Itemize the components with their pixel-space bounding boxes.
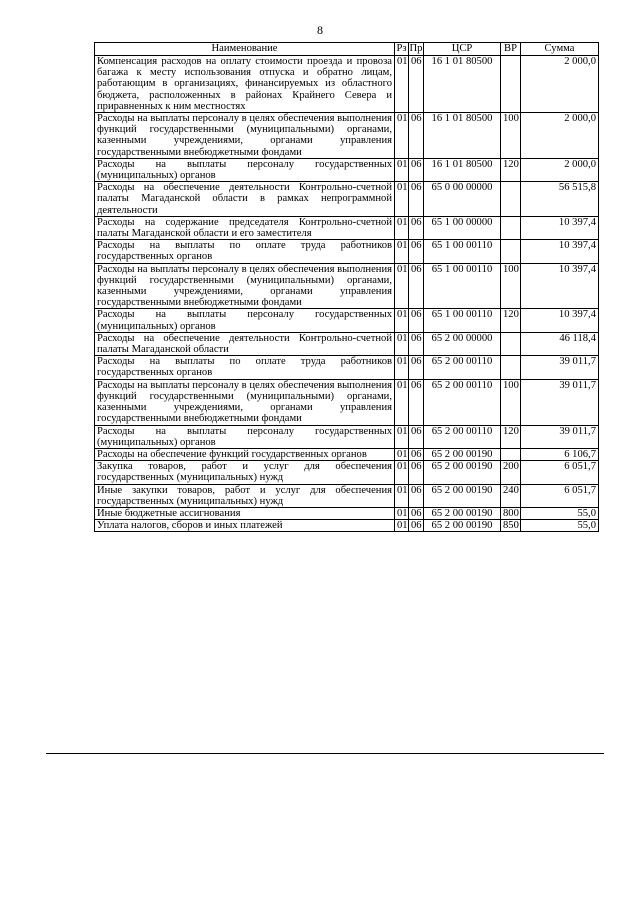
- cell-name: Расходы на выплаты персоналу в целях обеспечения выполнения функций государственными (муниципальными) органами, казенными учреждениями, органами управления государственными внебюджетными фондами: [95, 113, 395, 159]
- cell-pr: 06: [409, 263, 424, 309]
- cell-csr: 16 1 01 80500: [424, 56, 501, 113]
- header-csr: ЦСР: [424, 43, 501, 56]
- cell-vr: [501, 56, 521, 113]
- cell-pr: 06: [409, 461, 424, 484]
- cell-csr: 65 2 00 00110: [424, 356, 501, 379]
- cell-vr: 200: [501, 461, 521, 484]
- cell-csr: 65 1 00 00110: [424, 263, 501, 309]
- cell-name: Компенсация расходов на оплату стоимости проезда и провоза багажа к месту использования отпуска и обратно лицам, работающим в организациях, финансируемых из областного бюджета, расположенных в районах Крайнего Севера и приравненных к ним местностях: [95, 56, 395, 113]
- cell-rz: 01: [395, 356, 409, 379]
- cell-sum: 39 011,7: [521, 425, 599, 448]
- cell-name: Расходы на выплаты персоналу государственных (муниципальных) органов: [95, 158, 395, 181]
- header-vr: ВР: [501, 43, 521, 56]
- cell-pr: 06: [409, 182, 424, 217]
- cell-name: Расходы на обеспечение деятельности Контрольно-счетной палаты Магаданской области: [95, 332, 395, 355]
- table-row: [95, 448, 599, 460]
- cell-sum: 39 011,7: [521, 379, 599, 425]
- cell-vr: [501, 448, 521, 460]
- cell-csr: 65 2 00 00110: [424, 379, 501, 425]
- table-row: [95, 425, 599, 448]
- cell-csr: 16 1 01 80500: [424, 113, 501, 159]
- cell-sum: 10 397,4: [521, 216, 599, 239]
- cell-pr: 06: [409, 216, 424, 239]
- cell-csr: 65 1 00 00110: [424, 240, 501, 263]
- cell-name: Расходы на выплаты персоналу в целях обеспечения выполнения функций государственными (муниципальными) органами, казенными учреждениями, органами управления государственными внебюджетными фондами: [95, 379, 395, 425]
- cell-csr: 65 2 00 00190: [424, 461, 501, 484]
- cell-vr: [501, 182, 521, 217]
- cell-csr: 65 0 00 00000: [424, 182, 501, 217]
- table-header-row: [95, 43, 599, 56]
- cell-name: Закупка товаров, работ и услуг для обеспечения государственных (муниципальных) нужд: [95, 461, 395, 484]
- cell-name: Расходы на выплаты персоналу государственных (муниципальных) органов: [95, 309, 395, 332]
- cell-rz: 01: [395, 158, 409, 181]
- cell-name: Расходы на обеспечение функций государственных органов: [95, 448, 395, 460]
- cell-name: Иные бюджетные ассигнования: [95, 507, 395, 519]
- cell-name: Иные закупки товаров, работ и услуг для обеспечения государственных (муниципальных) нужд: [95, 484, 395, 507]
- cell-csr: 65 1 00 00110: [424, 309, 501, 332]
- cell-sum: 2 000,0: [521, 56, 599, 113]
- table-row: [95, 520, 599, 532]
- cell-vr: [501, 240, 521, 263]
- cell-pr: 06: [409, 425, 424, 448]
- cell-sum: 46 118,4: [521, 332, 599, 355]
- cell-sum: 55,0: [521, 507, 599, 519]
- cell-rz: 01: [395, 240, 409, 263]
- header-pr: Пр: [409, 43, 423, 54]
- cell-sum: 6 051,7: [521, 461, 599, 484]
- cell-pr: 06: [409, 356, 424, 379]
- cell-vr: 240: [501, 484, 521, 507]
- table-row: [95, 240, 599, 263]
- header-rz: Рз: [396, 43, 407, 54]
- cell-csr: 16 1 01 80500: [424, 158, 501, 181]
- cell-pr: 06: [409, 484, 424, 507]
- cell-vr: 100: [501, 379, 521, 425]
- cell-vr: 120: [501, 158, 521, 181]
- cell-rz: 01: [395, 309, 409, 332]
- cell-rz: 01: [395, 263, 409, 309]
- table-row: [95, 356, 599, 379]
- table-row: [95, 182, 599, 217]
- cell-sum: 55,0: [521, 520, 599, 532]
- cell-name: Расходы на содержание председателя Контрольно-счетной палаты Магаданской области и его заместителя: [95, 216, 395, 239]
- table-row: [95, 56, 599, 113]
- cell-vr: 800: [501, 507, 521, 519]
- cell-pr: 06: [409, 113, 424, 159]
- cell-pr: 06: [409, 240, 424, 263]
- page-number: 8: [317, 23, 323, 37]
- cell-pr: 06: [409, 379, 424, 425]
- cell-pr: 06: [409, 448, 424, 460]
- cell-vr: [501, 216, 521, 239]
- cell-pr: 06: [409, 332, 424, 355]
- cell-name: Расходы на обеспечение деятельности Контрольно-счетной палаты Магаданской области в рамках непрограммной деятельности: [95, 182, 395, 217]
- cell-vr: [501, 332, 521, 355]
- budget-table: [94, 42, 599, 532]
- table-row: [95, 113, 599, 159]
- footer-divider: [46, 753, 604, 754]
- cell-rz: 01: [395, 56, 409, 113]
- cell-rz: 01: [395, 448, 409, 460]
- table-row: [95, 507, 599, 519]
- cell-rz: 01: [395, 425, 409, 448]
- table-row: [95, 216, 599, 239]
- cell-vr: 100: [501, 263, 521, 309]
- cell-name: Уплата налогов, сборов и иных платежей: [95, 520, 395, 532]
- cell-pr: 06: [409, 309, 424, 332]
- table-row: [95, 158, 599, 181]
- table-body: [95, 56, 599, 532]
- header-sum: Сумма: [521, 43, 599, 56]
- cell-sum: 10 397,4: [521, 240, 599, 263]
- table-row: [95, 263, 599, 309]
- cell-sum: 6 051,7: [521, 484, 599, 507]
- cell-vr: 120: [501, 309, 521, 332]
- cell-csr: 65 2 00 00190: [424, 484, 501, 507]
- table-row: [95, 484, 599, 507]
- cell-rz: 01: [395, 507, 409, 519]
- cell-csr: 65 2 00 00110: [424, 425, 501, 448]
- cell-csr: 65 2 00 00190: [424, 507, 501, 519]
- cell-name: Расходы на выплаты персоналу в целях обеспечения выполнения функций государственными (муниципальными) органами, казенными учреждениями, органами управления государственными внебюджетными фондами: [95, 263, 395, 309]
- cell-sum: 39 011,7: [521, 356, 599, 379]
- cell-vr: [501, 356, 521, 379]
- cell-sum: 6 106,7: [521, 448, 599, 460]
- table-row: [95, 379, 599, 425]
- cell-vr: 100: [501, 113, 521, 159]
- cell-sum: 56 515,8: [521, 182, 599, 217]
- cell-sum: 2 000,0: [521, 113, 599, 159]
- cell-pr: 06: [409, 520, 424, 532]
- cell-name: Расходы на выплаты по оплате труда работников государственных органов: [95, 356, 395, 379]
- cell-rz: 01: [395, 379, 409, 425]
- cell-pr: 06: [409, 507, 424, 519]
- cell-name: Расходы на выплаты персоналу государственных (муниципальных) органов: [95, 425, 395, 448]
- cell-csr: 65 2 00 00190: [424, 520, 501, 532]
- cell-name: Расходы на выплаты по оплате труда работников государственных органов: [95, 240, 395, 263]
- cell-rz: 01: [395, 332, 409, 355]
- cell-sum: 10 397,4: [521, 263, 599, 309]
- cell-sum: 2 000,0: [521, 158, 599, 181]
- cell-csr: 65 2 00 00000: [424, 332, 501, 355]
- table-row: [95, 461, 599, 484]
- cell-vr: 120: [501, 425, 521, 448]
- cell-rz: 01: [395, 520, 409, 532]
- cell-rz: 01: [395, 484, 409, 507]
- cell-pr: 06: [409, 56, 424, 113]
- cell-csr: 65 1 00 00000: [424, 216, 501, 239]
- cell-vr: 850: [501, 520, 521, 532]
- cell-rz: 01: [395, 182, 409, 217]
- table-row: [95, 309, 599, 332]
- cell-csr: 65 2 00 00190: [424, 448, 501, 460]
- cell-rz: 01: [395, 113, 409, 159]
- header-name: Наименование: [95, 43, 395, 56]
- cell-rz: 01: [395, 461, 409, 484]
- cell-rz: 01: [395, 216, 409, 239]
- cell-sum: 10 397,4: [521, 309, 599, 332]
- cell-pr: 06: [409, 158, 424, 181]
- table-row: [95, 332, 599, 355]
